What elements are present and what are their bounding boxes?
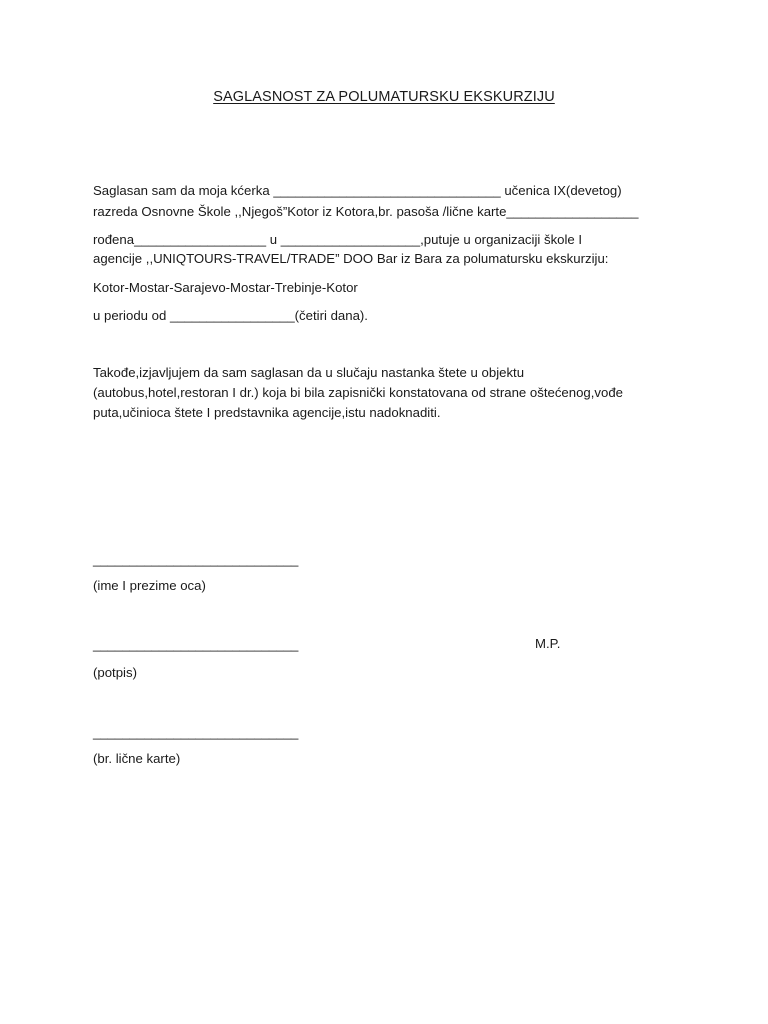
document-title: SAGLASNOST ZA POLUMATURSKU EKSKURZIJU bbox=[213, 89, 555, 105]
paragraph2-line2: agencije ,,UNIQTOURS-TRAVEL/TRADE” DOO Bar iz Bara za polumatursku ekskurziju: bbox=[93, 251, 609, 266]
stamp-label: M.P. bbox=[535, 636, 561, 651]
paragraph1-line2: razreda Osnovne Škole ,,Njegoš”Kotor iz Kotora,br. pasoša /lične karte__________________ bbox=[93, 204, 639, 219]
signature-label: (potpis) bbox=[93, 665, 137, 680]
period-line: u periodu od _________________(četiri dana). bbox=[93, 308, 368, 323]
route-line: Kotor-Mostar-Sarajevo-Mostar-Trebinje-Kotor bbox=[93, 280, 358, 295]
paragraph3-line1: Takođe,izjavljujem da sam saglasan da u slučaju nastanka štete u objektu bbox=[93, 365, 525, 380]
signature-line: ____________________________ bbox=[93, 637, 299, 652]
father-name-label: (ime I prezime oca) bbox=[93, 578, 206, 593]
paragraph3-line2: (autobus,hotel,restoran I dr.) koja bi bila zapisnički konstatovana od strane oštećenog,vođe bbox=[93, 385, 624, 400]
father-signature-line: ____________________________ bbox=[93, 552, 299, 567]
paragraph3-line3: puta,učinioca štete I predstavnika agencije,istu nadoknaditi. bbox=[93, 405, 441, 420]
paragraph2-line1: rođena__________________ u ___________________,putuje u organizaciji škole I bbox=[93, 232, 583, 247]
id-number-label: (br. lične karte) bbox=[93, 751, 181, 766]
id-number-line: ____________________________ bbox=[93, 725, 299, 740]
paragraph1-line1: Saglasan sam da moja kćerka _______________________________ učenica IX(devetog) bbox=[93, 183, 622, 198]
